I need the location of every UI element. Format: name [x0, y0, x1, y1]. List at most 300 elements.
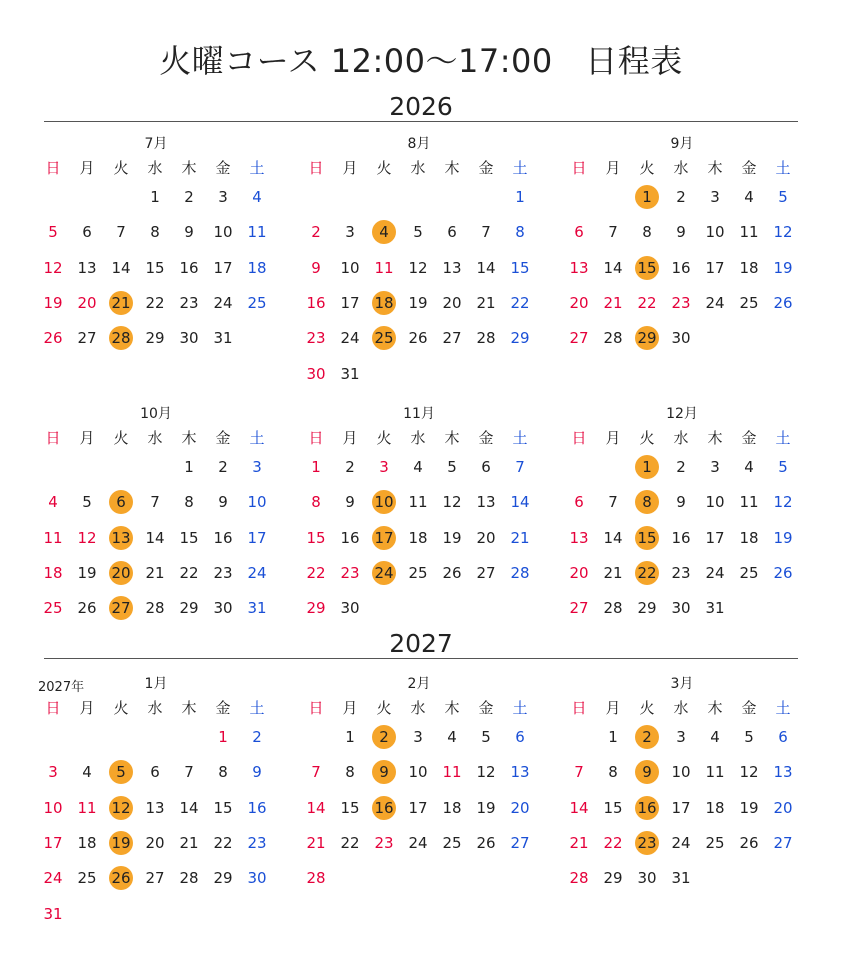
day-number: 4	[710, 728, 720, 746]
weekday-header: 木	[707, 429, 723, 447]
day-number: 9	[345, 493, 355, 512]
day-number: 13	[111, 528, 131, 547]
day-number: 15	[637, 528, 657, 547]
calendar-day	[70, 796, 104, 820]
day-number: 3	[252, 458, 262, 476]
day-number: 22	[145, 293, 165, 312]
day-number: 10	[705, 493, 725, 512]
day-number: 30	[247, 869, 267, 888]
month-title: 11月	[403, 406, 435, 422]
calendar-day	[435, 455, 469, 479]
weekday-header: 金	[741, 699, 757, 717]
weekday-header: 土	[512, 429, 528, 447]
weekday-header: 火	[376, 159, 392, 177]
day-number: 5	[82, 493, 92, 512]
day-number: 16	[637, 798, 657, 817]
calendar-day	[766, 185, 800, 209]
course-day	[630, 326, 664, 350]
weekday-header: 月	[342, 429, 358, 447]
calendar-day	[766, 220, 800, 244]
day-number: 6	[447, 223, 457, 242]
calendar-day	[172, 866, 206, 890]
weekday-header: 土	[249, 699, 265, 717]
day-number: 21	[510, 528, 530, 547]
day-number: 4	[744, 188, 754, 206]
page-title: 火曜コース 12:00～17:00 日程表	[159, 42, 683, 80]
day-number: 15	[510, 258, 530, 277]
course-day	[104, 561, 138, 585]
day-number: 11	[43, 528, 63, 547]
day-number: 17	[43, 833, 63, 852]
calendar-day	[333, 256, 367, 280]
weekday-header: 日	[571, 429, 587, 447]
day-number: 4	[744, 458, 754, 476]
day-number: 21	[179, 833, 199, 852]
calendar-day	[596, 490, 630, 514]
calendar-day	[596, 725, 630, 749]
calendar-day	[503, 831, 537, 855]
calendar-day	[630, 220, 664, 244]
month-title: 9月	[670, 136, 694, 152]
day-number: 16	[671, 258, 691, 277]
day-number: 20	[773, 798, 793, 817]
calendar-day	[36, 220, 70, 244]
day-number: 13	[77, 258, 97, 277]
day-number: 21	[111, 293, 131, 312]
calendar-day	[367, 256, 401, 280]
calendar-day	[299, 291, 333, 315]
day-number: 1	[642, 458, 652, 476]
calendar-day	[562, 526, 596, 550]
weekday-header: 木	[707, 159, 723, 177]
calendar-day	[104, 256, 138, 280]
course-day	[104, 760, 138, 784]
day-number: 18	[739, 258, 759, 277]
calendar-day	[36, 561, 70, 585]
day-number: 15	[213, 798, 233, 817]
course-day	[367, 326, 401, 350]
day-number: 18	[43, 563, 63, 582]
calendar-day	[333, 220, 367, 244]
day-number: 24	[43, 869, 63, 888]
calendar-day	[562, 596, 596, 620]
day-number: 20	[569, 563, 589, 582]
calendar-day	[401, 831, 435, 855]
calendar-day	[766, 796, 800, 820]
weekday-header: 月	[79, 699, 95, 717]
day-number: 18	[77, 833, 97, 852]
day-number: 23	[374, 833, 394, 852]
day-number: 2	[252, 728, 262, 746]
day-number: 28	[603, 599, 623, 618]
course-day	[630, 256, 664, 280]
day-number: 6	[150, 763, 160, 782]
course-day	[104, 490, 138, 514]
day-number: 7	[608, 493, 618, 512]
calendar-day	[435, 831, 469, 855]
calendar-day	[732, 526, 766, 550]
weekday-header: 木	[707, 699, 723, 717]
day-number: 12	[77, 528, 97, 547]
day-number: 20	[77, 293, 97, 312]
weekday-header: 月	[605, 159, 621, 177]
day-number: 22	[213, 833, 233, 852]
course-day	[630, 185, 664, 209]
day-number: 28	[603, 329, 623, 348]
weekday-header: 火	[376, 429, 392, 447]
day-number: 31	[705, 599, 725, 618]
weekday-header: 月	[342, 699, 358, 717]
day-number: 10	[705, 223, 725, 242]
calendar-day	[401, 256, 435, 280]
day-number: 19	[739, 798, 759, 817]
weekday-header: 月	[79, 429, 95, 447]
calendar-day	[172, 291, 206, 315]
month-title: 7月	[144, 136, 168, 152]
day-number: 12	[111, 798, 131, 817]
calendar-day	[596, 831, 630, 855]
day-number: 27	[77, 329, 97, 348]
calendar-day	[333, 561, 367, 585]
day-number: 28	[569, 869, 589, 888]
calendar-day	[206, 866, 240, 890]
calendar-day	[664, 326, 698, 350]
day-number: 20	[569, 293, 589, 312]
calendar-day	[664, 291, 698, 315]
calendar-day	[469, 725, 503, 749]
day-number: 5	[744, 728, 754, 746]
day-number: 1	[642, 188, 652, 206]
weekday-header: 金	[741, 159, 757, 177]
calendar-day	[698, 561, 732, 585]
calendar-day	[664, 561, 698, 585]
day-number: 12	[43, 258, 63, 277]
day-number: 29	[213, 869, 233, 888]
day-number: 19	[442, 528, 462, 547]
calendar-day	[503, 455, 537, 479]
calendar-day	[299, 362, 333, 386]
day-number: 5	[48, 223, 58, 242]
calendar-day	[333, 455, 367, 479]
calendar-day	[503, 561, 537, 585]
day-number: 22	[637, 563, 657, 582]
weekday-header: 水	[410, 429, 426, 447]
day-number: 17	[340, 293, 360, 312]
calendar-day	[698, 526, 732, 550]
day-number: 18	[739, 528, 759, 547]
calendar-day	[138, 526, 172, 550]
day-number: 4	[413, 458, 423, 476]
calendar-day	[401, 326, 435, 350]
calendar-day	[698, 220, 732, 244]
day-number: 11	[247, 223, 267, 242]
weekday-header: 日	[308, 429, 324, 447]
day-number: 9	[218, 493, 228, 512]
day-number: 31	[247, 599, 267, 618]
calendar-day	[299, 455, 333, 479]
calendar-day	[469, 490, 503, 514]
day-number: 7	[150, 493, 160, 512]
course-day	[367, 220, 401, 244]
calendar-day	[562, 256, 596, 280]
calendar-day	[240, 866, 274, 890]
day-number: 21	[603, 293, 623, 312]
calendar-day	[596, 760, 630, 784]
calendar-day	[469, 256, 503, 280]
course-day	[367, 291, 401, 315]
day-number: 18	[408, 528, 428, 547]
calendar-day	[766, 725, 800, 749]
month-title: 12月	[666, 406, 698, 422]
day-number: 9	[642, 763, 652, 782]
day-number: 6	[116, 493, 126, 512]
calendar-day	[70, 220, 104, 244]
calendar-day	[562, 490, 596, 514]
day-number: 28	[145, 599, 165, 618]
calendar-day	[36, 326, 70, 350]
calendar-day	[435, 796, 469, 820]
calendar-day	[732, 831, 766, 855]
calendar-day	[138, 291, 172, 315]
weekday-header: 木	[444, 429, 460, 447]
calendar-day	[299, 220, 333, 244]
day-number: 19	[408, 293, 428, 312]
day-number: 10	[408, 763, 428, 782]
calendar-day	[138, 796, 172, 820]
calendar-day	[333, 326, 367, 350]
calendar-day	[172, 760, 206, 784]
calendar-day	[766, 561, 800, 585]
calendar-day	[401, 490, 435, 514]
weekday-header: 金	[215, 159, 231, 177]
calendar-day	[138, 326, 172, 350]
calendar-day	[401, 526, 435, 550]
calendar-day	[299, 831, 333, 855]
day-number: 12	[442, 493, 462, 512]
weekday-header: 木	[444, 159, 460, 177]
calendar-day	[36, 866, 70, 890]
calendar-day	[698, 490, 732, 514]
weekday-header: 月	[605, 429, 621, 447]
calendar-day	[469, 561, 503, 585]
day-number: 28	[111, 329, 131, 348]
day-number: 29	[637, 329, 657, 348]
calendar-day	[469, 831, 503, 855]
calendar-day	[562, 220, 596, 244]
day-number: 8	[608, 763, 618, 782]
day-number: 26	[77, 599, 97, 618]
calendar-day	[104, 220, 138, 244]
day-number: 14	[306, 798, 326, 817]
calendar-day	[206, 256, 240, 280]
weekday-header: 水	[147, 699, 163, 717]
day-number: 1	[345, 728, 355, 746]
weekday-header: 木	[444, 699, 460, 717]
calendar-day	[172, 490, 206, 514]
calendar-day	[562, 291, 596, 315]
course-day	[367, 796, 401, 820]
calendar-day	[664, 760, 698, 784]
calendar-day	[469, 326, 503, 350]
day-number: 12	[773, 493, 793, 512]
day-number: 3	[379, 458, 389, 476]
calendar-day	[698, 796, 732, 820]
course-day	[104, 796, 138, 820]
calendar-day	[70, 256, 104, 280]
day-number: 10	[247, 493, 267, 512]
calendar-day	[732, 185, 766, 209]
day-number: 16	[247, 798, 267, 817]
day-number: 19	[43, 293, 63, 312]
day-number: 6	[574, 223, 584, 242]
day-number: 27	[773, 833, 793, 852]
calendar-day	[562, 866, 596, 890]
day-number: 20	[476, 528, 496, 547]
day-number: 25	[705, 833, 725, 852]
weekday-header: 金	[215, 699, 231, 717]
calendar-day	[664, 256, 698, 280]
year-note: 2027年	[38, 680, 85, 695]
day-number: 27	[569, 599, 589, 618]
day-number: 17	[408, 798, 428, 817]
day-number: 29	[179, 599, 199, 618]
day-number: 18	[374, 293, 394, 312]
weekday-header: 日	[308, 699, 324, 717]
day-number: 10	[213, 223, 233, 242]
course-day	[630, 561, 664, 585]
day-number: 26	[773, 293, 793, 312]
calendar-day	[36, 596, 70, 620]
weekday-header: 土	[775, 699, 791, 717]
month-title: 1月	[144, 676, 168, 692]
day-number: 2	[311, 223, 321, 242]
calendar-day	[367, 831, 401, 855]
weekday-header: 月	[342, 159, 358, 177]
day-number: 30	[671, 329, 691, 348]
day-number: 7	[515, 458, 525, 476]
weekday-header: 火	[113, 159, 129, 177]
day-number: 13	[569, 528, 589, 547]
day-number: 23	[306, 329, 326, 348]
calendar-day	[732, 220, 766, 244]
day-number: 20	[111, 563, 131, 582]
day-number: 1	[311, 458, 321, 476]
calendar-day	[206, 725, 240, 749]
day-number: 23	[637, 833, 657, 852]
day-number: 3	[676, 728, 686, 746]
weekday-header: 木	[181, 699, 197, 717]
calendar-day	[172, 256, 206, 280]
day-number: 23	[671, 293, 691, 312]
calendar-day	[596, 291, 630, 315]
calendar-day	[299, 760, 333, 784]
day-number: 5	[778, 188, 788, 206]
day-number: 22	[637, 293, 657, 312]
calendar-day	[240, 796, 274, 820]
day-number: 7	[574, 763, 584, 782]
day-number: 5	[447, 458, 457, 476]
day-number: 14	[111, 258, 131, 277]
weekday-header: 土	[512, 159, 528, 177]
day-number: 7	[481, 223, 491, 242]
weekday-header: 火	[639, 699, 655, 717]
calendar-day	[503, 526, 537, 550]
day-number: 25	[77, 869, 97, 888]
calendar-day	[206, 490, 240, 514]
calendar-day	[435, 220, 469, 244]
weekday-header: 水	[147, 159, 163, 177]
day-number: 29	[145, 329, 165, 348]
calendar-day	[766, 760, 800, 784]
day-number: 30	[637, 869, 657, 888]
calendar-day	[401, 220, 435, 244]
calendar-day	[240, 561, 274, 585]
calendar-day	[240, 256, 274, 280]
day-number: 13	[773, 763, 793, 782]
calendar-day	[766, 256, 800, 280]
calendar-day	[698, 291, 732, 315]
course-day	[630, 831, 664, 855]
course-day	[367, 760, 401, 784]
day-number: 15	[306, 528, 326, 547]
day-number: 24	[374, 563, 394, 582]
day-number: 18	[442, 798, 462, 817]
day-number: 14	[510, 493, 530, 512]
day-number: 30	[306, 364, 326, 383]
weekday-header: 金	[215, 429, 231, 447]
calendar-day	[596, 796, 630, 820]
weekday-header: 土	[249, 159, 265, 177]
course-day	[367, 725, 401, 749]
calendar-day	[206, 760, 240, 784]
weekday-header: 日	[571, 699, 587, 717]
course-day	[367, 490, 401, 514]
calendar-day	[240, 596, 274, 620]
weekday-header: 土	[512, 699, 528, 717]
course-day	[630, 760, 664, 784]
day-number: 2	[676, 188, 686, 206]
calendar-day	[206, 185, 240, 209]
weekday-header: 日	[571, 159, 587, 177]
day-number: 16	[213, 528, 233, 547]
calendar-day	[732, 291, 766, 315]
weekday-header: 月	[79, 159, 95, 177]
day-number: 22	[510, 293, 530, 312]
weekday-header: 水	[410, 699, 426, 717]
day-number: 7	[311, 763, 321, 782]
month-title: 10月	[140, 406, 172, 422]
day-number: 23	[340, 563, 360, 582]
day-number: 30	[179, 329, 199, 348]
calendar-day	[732, 455, 766, 479]
calendar-day	[698, 455, 732, 479]
day-number: 3	[413, 728, 423, 746]
day-number: 15	[340, 798, 360, 817]
calendar-day	[70, 831, 104, 855]
day-number: 25	[739, 293, 759, 312]
calendar-day	[333, 490, 367, 514]
calendar-day	[664, 220, 698, 244]
day-number: 9	[184, 223, 194, 242]
day-number: 22	[340, 833, 360, 852]
day-number: 21	[569, 833, 589, 852]
calendar-day	[596, 220, 630, 244]
day-number: 29	[637, 599, 657, 618]
day-number: 25	[442, 833, 462, 852]
calendar-day	[698, 831, 732, 855]
calendar-day	[435, 561, 469, 585]
day-number: 4	[447, 728, 457, 746]
